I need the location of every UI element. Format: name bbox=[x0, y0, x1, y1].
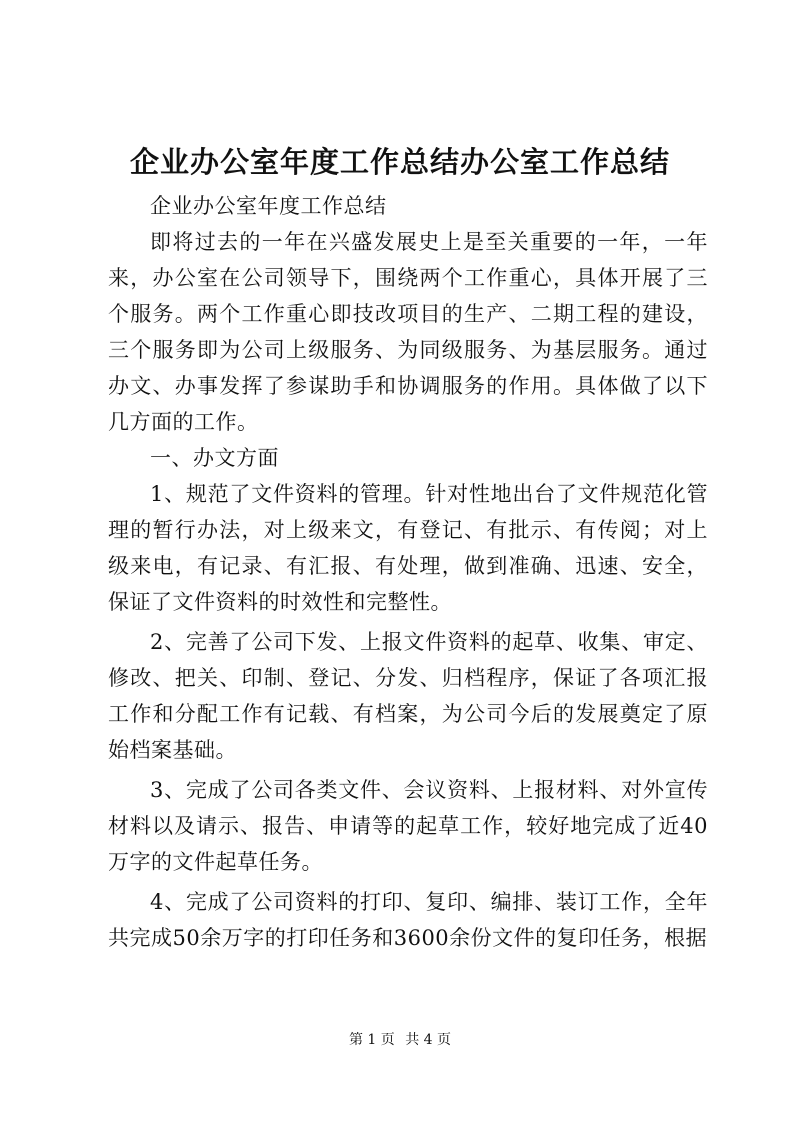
document-title: 企业办公室年度工作总结办公室工作总结 bbox=[129, 145, 670, 179]
page-number: 第 1 页 bbox=[348, 1032, 395, 1048]
page-footer bbox=[0, 1030, 800, 1050]
item-1-paragraph: 1、规范了文件资料的管理。针对性地出台了文件规范化管理的暂行办法，对上级来文，有登记、有批示、有传阅；对上级来电，有记录、有汇报、有处理，做到准确、迅速、安全，保证了文件资料的时效性和完整性。 bbox=[108, 482, 708, 614]
document-body bbox=[108, 188, 708, 956]
page-total: 共 4 页 bbox=[405, 1032, 452, 1048]
section-heading: 一、办文方面 bbox=[150, 446, 279, 470]
item-2-paragraph: 2、完善了公司下发、上报文件资料的起草、收集、审定、修改、把关、印制、登记、分发、归档程序，保证了各项汇报工作和分配工作有记载、有档案，为公司今后的发展奠定了原始档案基础。 bbox=[108, 630, 708, 762]
intro-paragraph: 即将过去的一年在兴盛发展史上是至关重要的一年，一年来，办公室在公司领导下，围绕两个工作重心，具体开展了三个服务。两个工作重心即技改项目的生产、二期工程的建设，三个服务即为公司上级服务、为同级服务、为基层服务。通过办文、办事发挥了参谋助手和协调服务的作用。具体做了以下几方面的工作。 bbox=[108, 230, 708, 434]
item-3-paragraph: 3、完成了公司各类文件、会议资料、上报材料、对外宣传材料以及请示、报告、申请等的起草工作，较好地完成了近40万字的文件起草任务。 bbox=[108, 778, 708, 874]
subtitle-paragraph: 企业办公室年度工作总结 bbox=[150, 194, 387, 218]
item-4-paragraph: 4、完成了公司资料的打印、复印、编排、装订工作，全年共完成50余万字的打印任务和3600余份文件的复印任务，根据 bbox=[108, 890, 708, 950]
